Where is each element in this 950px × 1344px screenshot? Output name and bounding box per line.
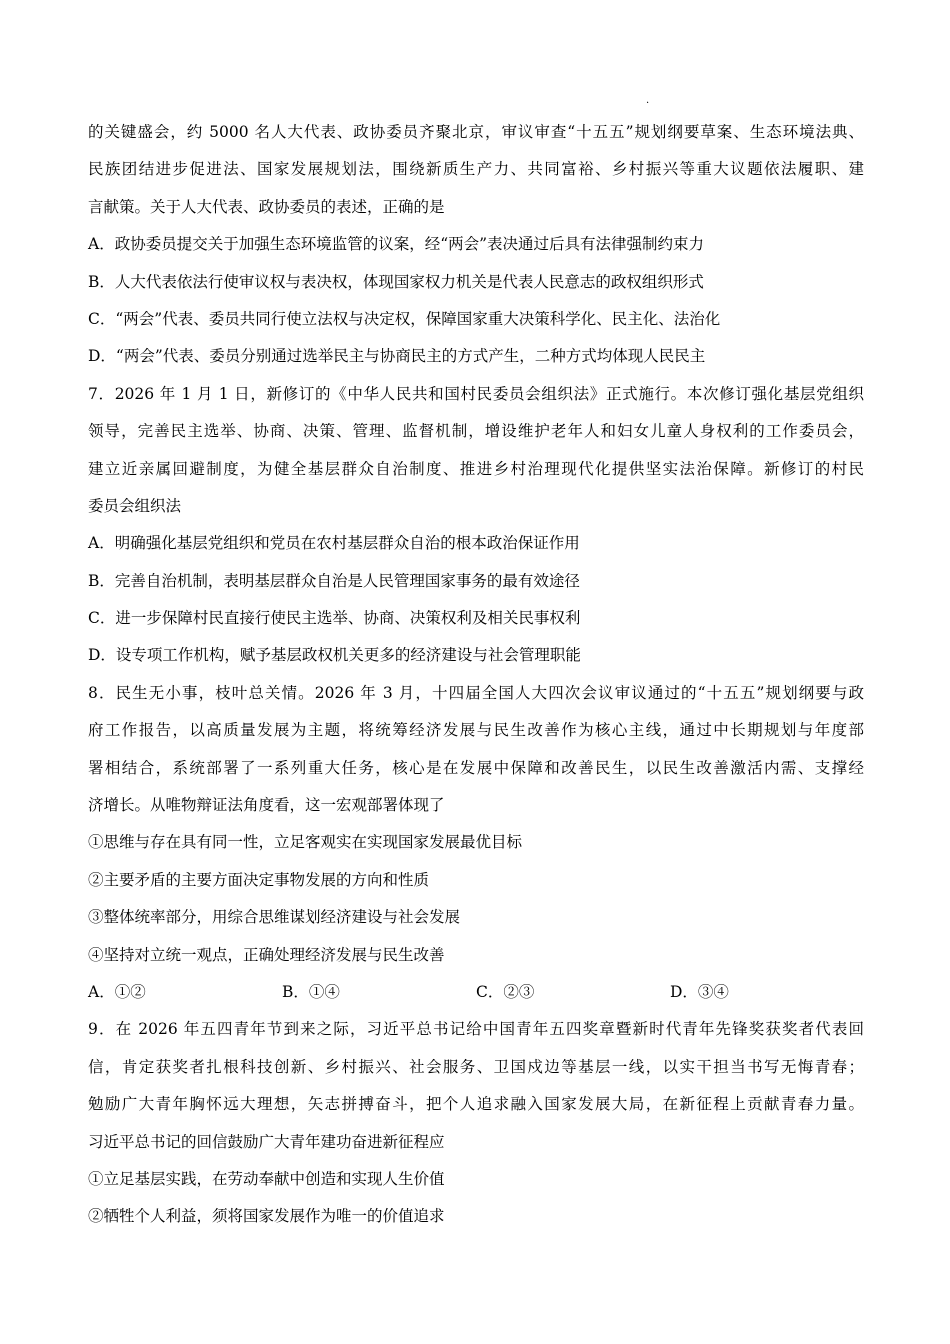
text-line: ②主要矛盾的主要方面决定事物发展的方向和性质 bbox=[88, 870, 430, 889]
text-block-q9 bbox=[88, 1011, 864, 1235]
text-line: ①思维与存在具有同一性，立足客观实在实现国家发展最优目标 bbox=[88, 833, 523, 852]
text-line: 的关键盛会，约 5000 名人大代表、政协委员齐聚北京，审议审查“十五五”规划纲要草案、生态环境法典、 bbox=[88, 123, 864, 141]
text-line: A．政协委员提交关于加强生态环境监管的议案，经“两会”表决通过后具有法律强制约束力 bbox=[88, 235, 705, 254]
question-content bbox=[88, 114, 864, 1236]
text-line: ④坚持对立统一观点，正确处理经济发展与民生改善 bbox=[88, 945, 445, 964]
text-line: ①立足基层实践，在劳动奉献中创造和实现人生价值 bbox=[88, 1169, 445, 1188]
text-line: B．完善自治机制，表明基层群众自治是人民管理国家事务的最有效途径 bbox=[88, 571, 580, 590]
text-line: 9．在 2026 年五四青年节到来之际，习近平总书记给中国青年五四奖章暨新时代青年先锋奖获奖者代表回 bbox=[88, 1020, 864, 1039]
text-line: 言献策。关于人大代表、政协委员的表述，正确的是 bbox=[88, 197, 445, 216]
text-line: 济增长。从唯物辩证法角度看，这一宏观部署体现了 bbox=[88, 796, 445, 815]
text-line: D．“两会”代表、委员分别通过选举民主与协商民主的方式产生，二种方式均体现人民民主 bbox=[88, 347, 706, 366]
text-line: 勉励广大青年胸怀远大理想，矢志拼搏奋斗，把个人追求融入国家发展大局，在新征程上贡献青春力量。 bbox=[88, 1095, 864, 1114]
text-line: 信，肯定获奖者扎根科技创新、乡村振兴、社会服务、卫国戍边等基层一线，以实干担当书写无悔青春； bbox=[88, 1057, 864, 1076]
text-line: D．设专项工作机构，赋予基层政权机关更多的经济建设与社会管理职能 bbox=[88, 646, 581, 665]
text-line: 建立近亲属回避制度，为健全基层群众自治制度、推进乡村治理现代化提供坚实法治保障。新修订的村民 bbox=[88, 459, 864, 478]
text-line: B．人大代表依法行使审议权与表决权，体现国家权力机关是代表人民意志的政权组织形式 bbox=[88, 272, 704, 291]
text-block-q6-q8 bbox=[88, 114, 864, 974]
text-line: C．进一步保障村民直接行使民主选举、协商、决策权利及相关民事权利 bbox=[88, 609, 581, 628]
q8-option-d: D．③④ bbox=[670, 982, 729, 1001]
text-line: 7．2026 年 1 月 1 日，新修订的《中华人民共和国村民委员会组织法》正式施行。本次修订强化基层党组织 bbox=[88, 384, 864, 403]
text-line: 委员会组织法 bbox=[88, 496, 182, 515]
q8-options bbox=[88, 974, 864, 1011]
header-mark: . bbox=[646, 95, 650, 106]
text-line: 民族团结进步促进法、国家发展规划法，围绕新质生产力、共同富裕、乡村振兴等重大议题依法履职、建 bbox=[88, 160, 864, 179]
text-line: C．“两会”代表、委员共同行使立法权与决定权，保障国家重大决策科学化、民主化、法治化 bbox=[88, 309, 721, 328]
text-line: 领导，完善民主选举、协商、决策、管理、监督机制，增设维护老年人和妇女儿童人身权利的工作委员会， bbox=[88, 422, 864, 441]
text-line: ③整体统率部分，用综合思维谋划经济建设与社会发展 bbox=[88, 908, 461, 927]
text-line: 习近平总书记的回信鼓励广大青年建功奋进新征程应 bbox=[88, 1132, 445, 1151]
text-line: A．明确强化基层党组织和党员在农村基层群众自治的根本政治保证作用 bbox=[88, 534, 580, 553]
text-line: 署相结合，系统部署了一系列重大任务，核心是在发展中保障和改善民生，以民生改善激活内需、支撑经 bbox=[88, 758, 864, 777]
q8-option-a: A．①② bbox=[88, 982, 146, 1001]
q8-option-c: C．②③ bbox=[476, 982, 535, 1001]
text-line: ②牺牲个人利益，须将国家发展作为唯一的价值追求 bbox=[88, 1207, 445, 1226]
text-line: 8．民生无小事，枝叶总关情。2026 年 3 月，十四届全国人大四次会议审议通过的“十五五”规划纲要与政 bbox=[88, 683, 864, 702]
text-line: 府工作报告，以高质量发展为主题，将统筹经济发展与民生改善作为核心主线，通过中长期规划与年度部 bbox=[88, 721, 864, 740]
q8-option-b: B．①④ bbox=[282, 982, 340, 1001]
